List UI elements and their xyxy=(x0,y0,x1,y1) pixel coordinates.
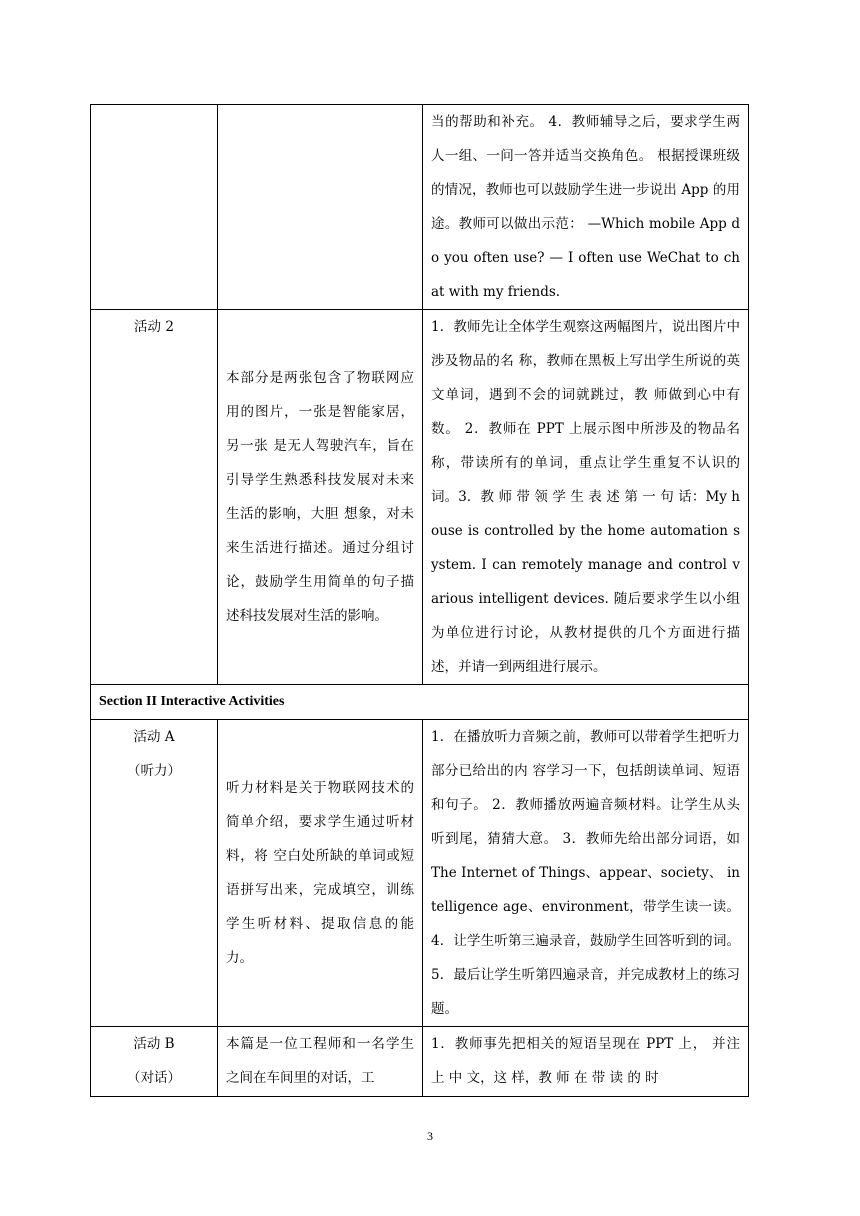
steps-cell xyxy=(423,720,749,1027)
activity-label: 活动 2 xyxy=(134,319,174,335)
activity-cell xyxy=(91,1027,218,1097)
table-row xyxy=(91,720,749,1027)
table-row xyxy=(91,1027,749,1097)
description-text: 本部分是两张包含了物联网应用的图片，一张是智能家居，另一张 是无人驾驶汽车，旨在引导学生熟悉科技发展对未来生活的影响，大胆 想象，对未来生活进行描述。通过分组讨论，鼓励学生用简单的句子描 述科技发展对生活的影响。 xyxy=(226,370,414,624)
description-cell-empty xyxy=(218,105,423,310)
table-row xyxy=(91,105,749,310)
table-row xyxy=(91,310,749,685)
description-cell xyxy=(218,310,423,685)
activity-cell xyxy=(91,310,218,685)
steps-text: 1．在播放听力音频之前，教师可以带着学生把听力部分已给出的内 容学习一下，包括朗读单词、短语和句子。 2．教师播放两遍音频材料。让学生从头听到尾，猜猜大意。 3．教师先给出部分词语，如 The Internet of Things、appear、society、 intelligence age、environment，带学生读一读。 4．让学生听第三遍录音，鼓励学生回答听到的词。 5．最后让学生听第四遍录音，并完成教材上的练习题。 xyxy=(431,729,740,1017)
activity-type-label: （听力） xyxy=(127,763,181,779)
steps-text: 当的帮助和补充。 4．教师辅导之后，要求学生两人一组、一问一答并适当交换角色。 根据授课班级的情况，教师也可以鼓励学生进一步说出 App 的用途。教师可以做出示范： —Which mobile App do you often use? — I often use WeChat to chat with my friends. xyxy=(431,114,740,300)
description-text: 本篇是一位工程师和一名学生之间在车间里的对话，工 xyxy=(226,1036,414,1086)
activity-cell-empty xyxy=(91,105,218,310)
lesson-plan-table xyxy=(90,104,749,1097)
section-header-cell xyxy=(91,685,749,720)
steps-text: 1．教师先让全体学生观察这两幅图片，说出图片中涉及物品的名 称，教师在黑板上写出学生所说的英文单词，遇到不会的词就跳过，教 师做到心中有数。 2．教师在 PPT 上展示图中所涉及的物品名称，带读所有的单词，重点让学生重复不认识的词。3．教 师 带 领 学 生 表 述 第 一 句 话：My house is controlled by the home automation system. I can remotely manage and control various intelligent devices. 随后要求学生以小组为单位进行讨论，从教材提供的几个方面进行描述，并请一到两组进行展示。 xyxy=(431,319,740,675)
steps-cell xyxy=(423,310,749,685)
steps-cell xyxy=(423,105,749,310)
page-number: 3 xyxy=(427,1129,433,1143)
steps-text: 1．教师事先把相关的短语呈现在 PPT 上， 并注 上 中 文，这 样，教 师 在 带 读 的 时 xyxy=(431,1036,740,1086)
table-row xyxy=(91,685,749,720)
activity-label: 活动 A xyxy=(133,729,175,745)
description-cell xyxy=(218,1027,423,1097)
activity-cell xyxy=(91,720,218,1027)
activity-type-label: （对话） xyxy=(127,1070,181,1086)
description-cell xyxy=(218,720,423,1027)
activity-label: 活动 B xyxy=(133,1036,175,1052)
steps-cell xyxy=(423,1027,749,1097)
section-title: Section II Interactive Activities xyxy=(99,694,285,709)
description-text: 听力材料是关于物联网技术的简单介绍，要求学生通过听材料，将 空白处所缺的单词或短语拼写出来，完成填空，训练学生听材料、提取信息的能力。 xyxy=(226,780,414,966)
